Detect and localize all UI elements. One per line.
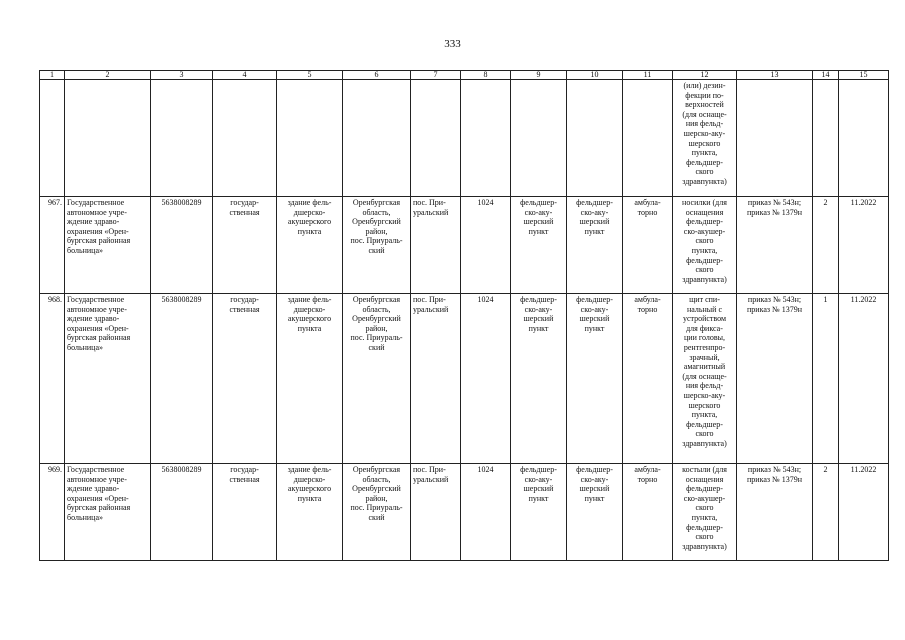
table-cell <box>411 80 461 197</box>
col-number: 15 <box>839 71 889 80</box>
table-cell <box>151 80 213 197</box>
col-number: 2 <box>65 71 151 80</box>
column-number-row <box>40 71 889 80</box>
col-number: 14 <box>813 71 839 80</box>
page-number: 333 <box>444 38 461 50</box>
inn-cell: 5638008289 <box>151 464 213 561</box>
table-cell <box>343 80 411 197</box>
date-cell: 11.2022 <box>839 464 889 561</box>
unit-type-cell: фельдшер- ско-аку- шерский пункт <box>511 294 567 464</box>
column-number-header <box>40 71 889 80</box>
building-cell: здание фель- дшерско- акушерского пункта <box>277 294 343 464</box>
address-cell: Оренбургская область, Оренбургский район, пос. Приураль- ский <box>343 464 411 561</box>
continuation-row <box>40 80 889 197</box>
table-cell <box>213 80 277 197</box>
col-number: 4 <box>213 71 277 80</box>
col-number: 3 <box>151 71 213 80</box>
col-number: 8 <box>461 71 511 80</box>
equipment-item-cell: костыли (для оснащения фельдшер- ско-акушер- ского пункта, фельдшер- ского здравпункта) <box>673 464 737 561</box>
quantity-cell: 2 <box>813 464 839 561</box>
table-cell <box>65 80 151 197</box>
equipment-item-cell: щит спи- нальный с устройством для фикса- ции головы, рентгенпро- зрачный, амагнитный (для оснаще- ния фельд- шерско-аку- шерского пункта, фельдшер- ского здравпункта) <box>673 294 737 464</box>
table-cell <box>839 80 889 197</box>
inn-cell: 5638008289 <box>151 294 213 464</box>
col-number: 10 <box>567 71 623 80</box>
organization-cell: Государственное автономное учре- ждение здраво- охранения «Орен- бургская районная больница» <box>65 464 151 561</box>
ownership-cell: государ- ственная <box>213 464 277 561</box>
code-cell: 1024 <box>461 197 511 294</box>
col-number: 12 <box>673 71 737 80</box>
col-number: 5 <box>277 71 343 80</box>
basis-cell: приказ № 543н; приказ № 1379н <box>737 464 813 561</box>
organization-cell: Государственное автономное учре- ждение здраво- охранения «Орен- бургская районная больница» <box>65 197 151 294</box>
equipment-item-cell: носилки (для оснащения фельдшер- ско-акушер- ского пункта, фельдшер- ского здравпункта) <box>673 197 737 294</box>
inn-cell: 5638008289 <box>151 197 213 294</box>
code-cell: 1024 <box>461 294 511 464</box>
table-cell <box>813 80 839 197</box>
table-cell <box>623 80 673 197</box>
unit-type-cell: фельдшер- ско-аку- шерский пункт <box>511 464 567 561</box>
ownership-cell: государ- ственная <box>213 294 277 464</box>
row-number-cell: 967. <box>40 197 65 294</box>
address-cell: Оренбургская область, Оренбургский район, пос. Приураль- ский <box>343 197 411 294</box>
table-cell <box>511 80 567 197</box>
date-cell: 11.2022 <box>839 197 889 294</box>
code-cell: 1024 <box>461 464 511 561</box>
building-cell: здание фель- дшерско- акушерского пункта <box>277 197 343 294</box>
quantity-cell: 2 <box>813 197 839 294</box>
col-number: 1 <box>40 71 65 80</box>
building-cell: здание фель- дшерско- акушерского пункта <box>277 464 343 561</box>
col-number: 11 <box>623 71 673 80</box>
settlement-cell: пос. При- уральский <box>411 294 461 464</box>
unit-name-cell: фельдшер- ско-аку- шерский пункт <box>567 197 623 294</box>
registry-table <box>39 70 889 561</box>
table-cell <box>40 80 65 197</box>
care-type-cell: амбула- торно <box>623 294 673 464</box>
table-cell <box>567 80 623 197</box>
unit-name-cell: фельдшер- ско-аку- шерский пункт <box>567 294 623 464</box>
settlement-cell: пос. При- уральский <box>411 464 461 561</box>
basis-cell: приказ № 543н; приказ № 1379н <box>737 197 813 294</box>
address-cell: Оренбургская область, Оренбургский район, пос. Приураль- ский <box>343 294 411 464</box>
care-type-cell: амбула- торно <box>623 464 673 561</box>
table-cell <box>277 80 343 197</box>
col-number: 13 <box>737 71 813 80</box>
equipment-item-cell: (или) дезин- фекции по- верхностей (для оснаще- ния фельд- шерско-аку- шерского пункта, фельдшер- ского здравпункта) <box>673 80 737 197</box>
basis-cell: приказ № 543н; приказ № 1379н <box>737 294 813 464</box>
care-type-cell: амбула- торно <box>623 197 673 294</box>
unit-name-cell: фельдшер- ско-аку- шерский пункт <box>567 464 623 561</box>
settlement-cell: пос. При- уральский <box>411 197 461 294</box>
row-number-cell: 968. <box>40 294 65 464</box>
organization-cell: Государственное автономное учре- ждение здраво- охранения «Орен- бургская районная больница» <box>65 294 151 464</box>
unit-type-cell: фельдшер- ско-аку- шерский пункт <box>511 197 567 294</box>
table-cell <box>461 80 511 197</box>
table-row <box>40 464 889 561</box>
col-number: 6 <box>343 71 411 80</box>
col-number: 9 <box>511 71 567 80</box>
table-row <box>40 294 889 464</box>
col-number: 7 <box>411 71 461 80</box>
table-cell <box>737 80 813 197</box>
ownership-cell: государ- ственная <box>213 197 277 294</box>
quantity-cell: 1 <box>813 294 839 464</box>
date-cell: 11.2022 <box>839 294 889 464</box>
row-number-cell: 969. <box>40 464 65 561</box>
table-row <box>40 197 889 294</box>
